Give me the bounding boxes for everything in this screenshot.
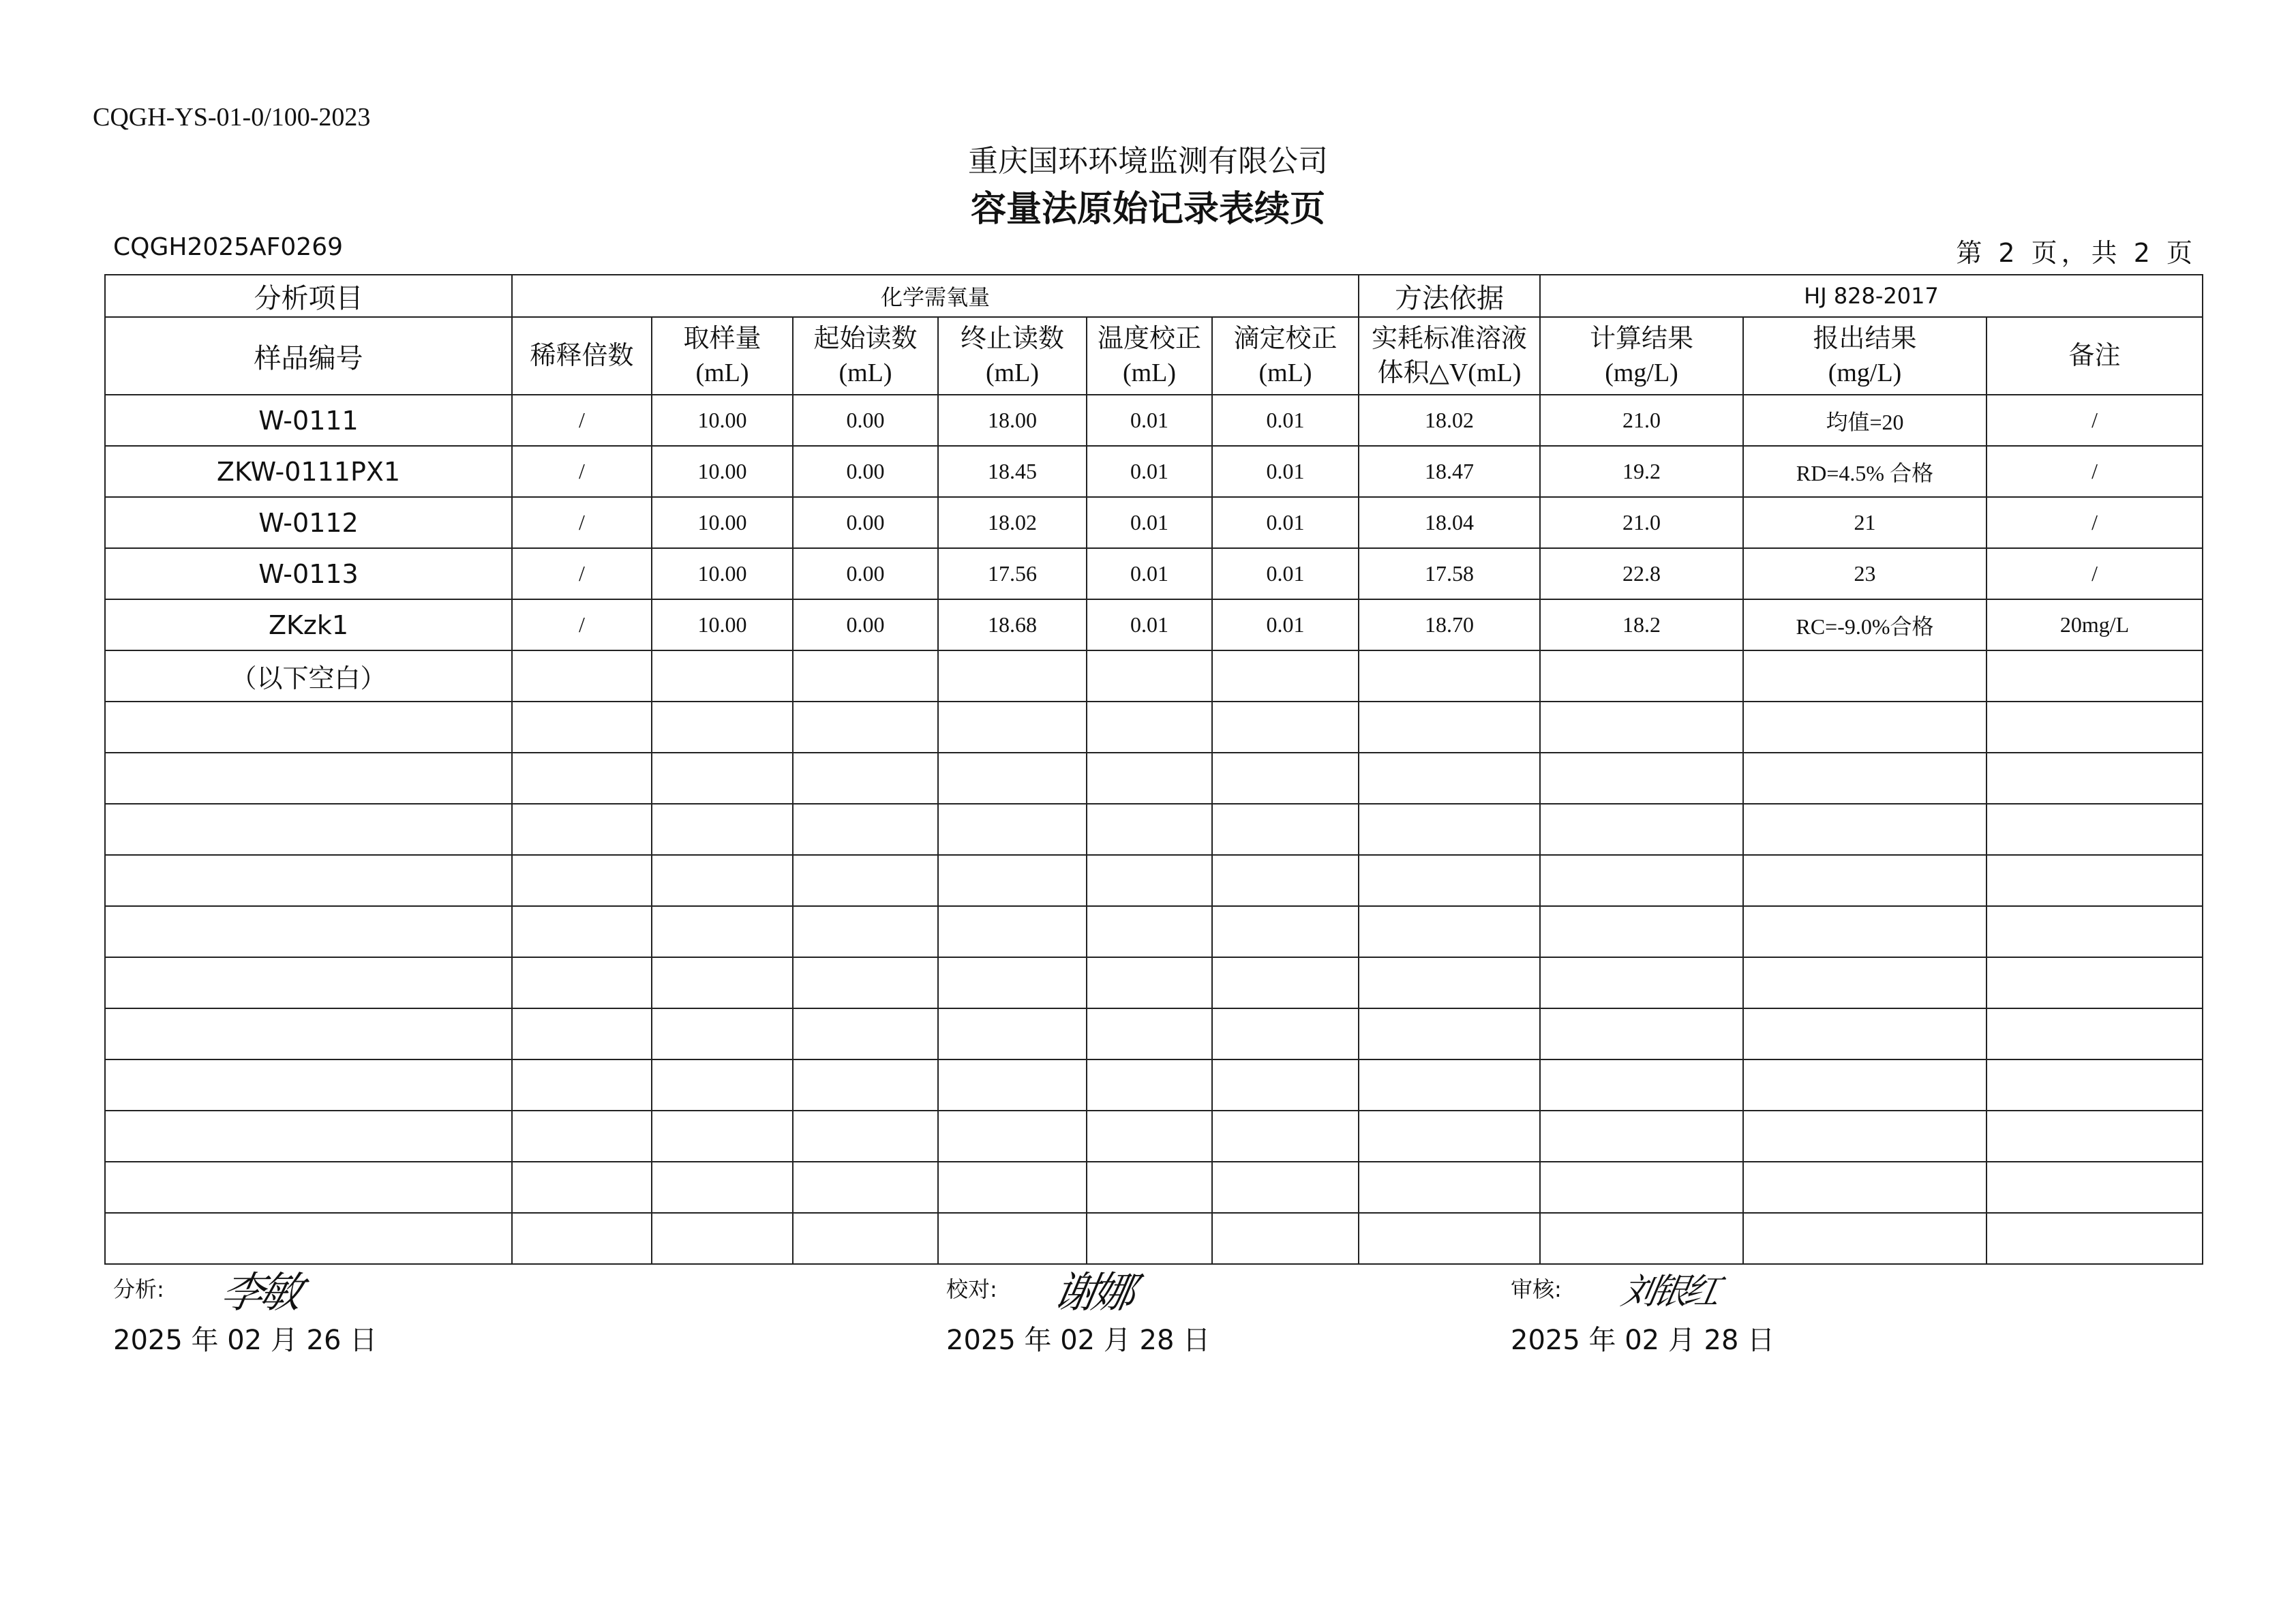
cell-calculated-result: 21.0 <box>1540 395 1743 446</box>
cell-sample-volume: 10.00 <box>652 497 793 548</box>
cell-end-reading <box>938 1111 1087 1162</box>
cell-calculated-result <box>1540 1059 1743 1111</box>
blank-row <box>105 855 2203 906</box>
cell-consumed-volume <box>1359 1213 1540 1264</box>
col-header-temp-correction: 温度校正 (mL) <box>1087 317 1212 395</box>
blank-row <box>105 1059 2203 1111</box>
cell-dilution <box>512 1008 652 1059</box>
cell-consumed-volume: 18.47 <box>1359 446 1540 497</box>
table-row <box>105 548 2203 599</box>
cell-sample-id <box>105 1059 512 1111</box>
cell-sample-id <box>105 855 512 906</box>
record-table <box>104 274 2203 1265</box>
cell-sample-id <box>105 906 512 957</box>
cell-reported-result: 21 <box>1743 497 1987 548</box>
blank-row <box>105 1111 2203 1162</box>
cell-dilution <box>512 855 652 906</box>
analysis-item-value: 化学需氧量 <box>512 275 1359 317</box>
cell-calculated-result <box>1540 753 1743 804</box>
col-header-calculated-result: 计算结果 (mg/L) <box>1540 317 1743 395</box>
cell-sample-volume <box>652 702 793 753</box>
cell-start-reading <box>793 855 938 906</box>
cell-dilution: / <box>512 497 652 548</box>
cell-calculated-result <box>1540 804 1743 855</box>
cell-end-reading <box>938 702 1087 753</box>
cell-sample-id <box>105 804 512 855</box>
cell-start-reading <box>793 804 938 855</box>
cell-calculated-result <box>1540 957 1743 1008</box>
cell-end-reading <box>938 804 1087 855</box>
cell-remarks: / <box>1987 395 2203 446</box>
cell-temp-correction <box>1087 1059 1212 1111</box>
cell-reported-result <box>1743 753 1987 804</box>
blank-row <box>105 1008 2203 1059</box>
cell-sample-volume: 10.00 <box>652 599 793 650</box>
cell-temp-correction <box>1087 1162 1212 1213</box>
col-header-start-reading: 起始读数 (mL) <box>793 317 938 395</box>
col-header-reported-result: 报出结果 (mg/L) <box>1743 317 1987 395</box>
cell-calculated-result: 19.2 <box>1540 446 1743 497</box>
cell-end-reading <box>938 1162 1087 1213</box>
checker-signature: 谢娜 <box>1050 1267 1136 1317</box>
cell-start-reading: 0.00 <box>793 497 938 548</box>
cell-temp-correction <box>1087 906 1212 957</box>
cell-sample-volume <box>652 957 793 1008</box>
cell-reported-result <box>1743 1059 1987 1111</box>
cell-consumed-volume <box>1359 1162 1540 1213</box>
cell-sample-id <box>105 1111 512 1162</box>
col-header-remarks: 备注 <box>1987 317 2203 395</box>
cell-titration-correction <box>1212 804 1359 855</box>
col-header-end-reading: 终止读数 (mL) <box>938 317 1087 395</box>
cell-sample-volume <box>652 906 793 957</box>
cell-remarks <box>1987 1213 2203 1264</box>
cell-titration-correction <box>1212 650 1359 702</box>
cell-temp-correction: 0.01 <box>1087 395 1212 446</box>
cell-end-reading: 17.56 <box>938 548 1087 599</box>
cell-start-reading <box>793 1162 938 1213</box>
cell-remarks <box>1987 1059 2203 1111</box>
method-label: 方法依据 <box>1359 275 1540 317</box>
page-title: 容量法原始记录表续页 <box>970 189 1325 230</box>
checker-label: 校对: <box>946 1276 997 1302</box>
blank-row <box>105 650 2203 702</box>
cell-titration-correction <box>1212 855 1359 906</box>
cell-start-reading <box>793 1213 938 1264</box>
cell-end-reading <box>938 1008 1087 1059</box>
column-header-row <box>105 317 2203 395</box>
cell-calculated-result: 18.2 <box>1540 599 1743 650</box>
cell-remarks <box>1987 702 2203 753</box>
cell-reported-result: RD=4.5% 合格 <box>1743 446 1987 497</box>
cell-consumed-volume <box>1359 855 1540 906</box>
cell-dilution: / <box>512 446 652 497</box>
cell-start-reading: 0.00 <box>793 599 938 650</box>
cell-reported-result <box>1743 1162 1987 1213</box>
record-number: CQGH2025AF0269 <box>113 233 344 261</box>
cell-start-reading <box>793 1059 938 1111</box>
col-header-consumed-volume: 实耗标准溶液 体积△V(mL) <box>1359 317 1540 395</box>
cell-reported-result <box>1743 855 1987 906</box>
cell-sample-volume <box>652 1162 793 1213</box>
cell-end-reading <box>938 1059 1087 1111</box>
cell-end-reading <box>938 957 1087 1008</box>
cell-reported-result <box>1743 1213 1987 1264</box>
cell-end-reading <box>938 906 1087 957</box>
cell-temp-correction: 0.01 <box>1087 446 1212 497</box>
cell-calculated-result <box>1540 1162 1743 1213</box>
document-code: CQGH-YS-01-0/100-2023 <box>93 103 371 132</box>
cell-titration-correction <box>1212 1059 1359 1111</box>
cell-temp-correction: 0.01 <box>1087 548 1212 599</box>
cell-temp-correction: 0.01 <box>1087 497 1212 548</box>
analysis-item-label: 分析项目 <box>105 275 512 317</box>
cell-calculated-result: 22.8 <box>1540 548 1743 599</box>
cell-remarks <box>1987 855 2203 906</box>
cell-end-reading: 18.02 <box>938 497 1087 548</box>
cell-remarks <box>1987 804 2203 855</box>
cell-titration-correction <box>1212 1111 1359 1162</box>
reviewer-date: 2025 年 02 月 28 日 <box>1511 1325 1775 1356</box>
blank-row <box>105 804 2203 855</box>
cell-sample-id <box>105 1213 512 1264</box>
cell-sample-id: ZKW-0111PX1 <box>105 446 512 497</box>
cell-start-reading <box>793 1008 938 1059</box>
method-value: HJ 828-2017 <box>1540 275 2203 317</box>
cell-titration-correction <box>1212 1008 1359 1059</box>
cell-remarks <box>1987 906 2203 957</box>
cell-reported-result <box>1743 804 1987 855</box>
cell-reported-result <box>1743 957 1987 1008</box>
table-row <box>105 599 2203 650</box>
cell-dilution <box>512 1213 652 1264</box>
cell-consumed-volume: 18.04 <box>1359 497 1540 548</box>
cell-dilution <box>512 1059 652 1111</box>
cell-sample-volume: 10.00 <box>652 395 793 446</box>
cell-reported-result: 23 <box>1743 548 1987 599</box>
blank-marker: （以下空白） <box>105 650 512 702</box>
reviewer-signature: 刘银红 <box>1618 1272 1720 1312</box>
cell-start-reading <box>793 1111 938 1162</box>
cell-remarks: / <box>1987 446 2203 497</box>
cell-dilution: / <box>512 599 652 650</box>
cell-sample-id <box>105 1162 512 1213</box>
cell-dilution <box>512 906 652 957</box>
cell-remarks: 20mg/L <box>1987 599 2203 650</box>
cell-calculated-result <box>1540 1008 1743 1059</box>
cell-titration-correction <box>1212 957 1359 1008</box>
cell-dilution: / <box>512 395 652 446</box>
cell-calculated-result <box>1540 702 1743 753</box>
cell-start-reading <box>793 650 938 702</box>
blank-row <box>105 906 2203 957</box>
cell-dilution <box>512 804 652 855</box>
cell-consumed-volume <box>1359 650 1540 702</box>
col-header-sample-volume: 取样量 (mL) <box>652 317 793 395</box>
cell-titration-correction <box>1212 753 1359 804</box>
cell-end-reading: 18.00 <box>938 395 1087 446</box>
cell-sample-volume <box>652 855 793 906</box>
cell-remarks <box>1987 957 2203 1008</box>
cell-start-reading <box>793 702 938 753</box>
cell-dilution <box>512 753 652 804</box>
cell-temp-correction <box>1087 753 1212 804</box>
cell-end-reading <box>938 650 1087 702</box>
col-header-titration-correction: 滴定校正 (mL) <box>1212 317 1359 395</box>
cell-sample-volume <box>652 1008 793 1059</box>
cell-titration-correction: 0.01 <box>1212 548 1359 599</box>
cell-calculated-result <box>1540 855 1743 906</box>
cell-consumed-volume: 17.58 <box>1359 548 1540 599</box>
cell-temp-correction <box>1087 957 1212 1008</box>
cell-start-reading: 0.00 <box>793 446 938 497</box>
blank-row <box>105 1213 2203 1264</box>
cell-temp-correction <box>1087 1008 1212 1059</box>
cell-consumed-volume <box>1359 906 1540 957</box>
cell-end-reading: 18.45 <box>938 446 1087 497</box>
cell-sample-id <box>105 702 512 753</box>
checker-date: 2025 年 02 月 28 日 <box>946 1325 1211 1356</box>
cell-temp-correction <box>1087 702 1212 753</box>
cell-sample-volume <box>652 650 793 702</box>
blank-row <box>105 702 2203 753</box>
analyst-date: 2025 年 02 月 26 日 <box>113 1325 378 1356</box>
cell-sample-id <box>105 957 512 1008</box>
cell-titration-correction: 0.01 <box>1212 497 1359 548</box>
cell-dilution <box>512 957 652 1008</box>
cell-sample-id <box>105 753 512 804</box>
cell-reported-result: RC=-9.0%合格 <box>1743 599 1987 650</box>
cell-end-reading <box>938 753 1087 804</box>
cell-consumed-volume <box>1359 702 1540 753</box>
cell-calculated-result <box>1540 906 1743 957</box>
cell-consumed-volume: 18.70 <box>1359 599 1540 650</box>
cell-titration-correction: 0.01 <box>1212 395 1359 446</box>
cell-start-reading <box>793 906 938 957</box>
blank-row <box>105 1162 2203 1213</box>
cell-consumed-volume <box>1359 1008 1540 1059</box>
cell-end-reading: 18.68 <box>938 599 1087 650</box>
analysis-header-row <box>105 275 2203 317</box>
blank-row <box>105 957 2203 1008</box>
cell-temp-correction: 0.01 <box>1087 599 1212 650</box>
cell-sample-volume: 10.00 <box>652 548 793 599</box>
cell-calculated-result: 21.0 <box>1540 497 1743 548</box>
cell-reported-result <box>1743 906 1987 957</box>
cell-sample-volume: 10.00 <box>652 446 793 497</box>
cell-consumed-volume <box>1359 804 1540 855</box>
col-header-dilution: 稀释倍数 <box>512 317 652 395</box>
cell-sample-volume <box>652 753 793 804</box>
col-header-sample-id: 样品编号 <box>105 317 512 395</box>
cell-start-reading <box>793 957 938 1008</box>
cell-dilution <box>512 650 652 702</box>
cell-sample-volume <box>652 1059 793 1111</box>
cell-end-reading <box>938 1213 1087 1264</box>
cell-reported-result <box>1743 1111 1987 1162</box>
cell-dilution: / <box>512 548 652 599</box>
cell-remarks <box>1987 1008 2203 1059</box>
cell-remarks <box>1987 650 2203 702</box>
company-name: 重庆国环环境监测有限公司 <box>968 144 1328 179</box>
cell-calculated-result <box>1540 1213 1743 1264</box>
cell-reported-result <box>1743 650 1987 702</box>
cell-sample-id: ZKzk1 <box>105 599 512 650</box>
cell-temp-correction <box>1087 650 1212 702</box>
cell-dilution <box>512 702 652 753</box>
cell-remarks <box>1987 753 2203 804</box>
cell-titration-correction: 0.01 <box>1212 446 1359 497</box>
cell-dilution <box>512 1162 652 1213</box>
reviewer-label: 审核: <box>1511 1276 1562 1302</box>
cell-calculated-result <box>1540 650 1743 702</box>
analyst-signature: 李敏 <box>217 1267 303 1317</box>
cell-reported-result <box>1743 702 1987 753</box>
cell-consumed-volume <box>1359 1111 1540 1162</box>
cell-sample-id: W-0113 <box>105 548 512 599</box>
cell-sample-id: W-0111 <box>105 395 512 446</box>
cell-titration-correction: 0.01 <box>1212 599 1359 650</box>
cell-consumed-volume <box>1359 753 1540 804</box>
cell-titration-correction <box>1212 906 1359 957</box>
cell-remarks: / <box>1987 497 2203 548</box>
cell-consumed-volume: 18.02 <box>1359 395 1540 446</box>
cell-start-reading: 0.00 <box>793 395 938 446</box>
cell-temp-correction <box>1087 1213 1212 1264</box>
cell-remarks: / <box>1987 548 2203 599</box>
cell-end-reading <box>938 855 1087 906</box>
blank-row <box>105 753 2203 804</box>
cell-sample-id <box>105 1008 512 1059</box>
table-row <box>105 497 2203 548</box>
cell-titration-correction <box>1212 1162 1359 1213</box>
cell-start-reading: 0.00 <box>793 548 938 599</box>
cell-titration-correction <box>1212 1213 1359 1264</box>
cell-remarks <box>1987 1111 2203 1162</box>
cell-remarks <box>1987 1162 2203 1213</box>
analyst-label: 分析: <box>113 1276 164 1302</box>
cell-consumed-volume <box>1359 1059 1540 1111</box>
cell-sample-volume <box>652 1111 793 1162</box>
cell-titration-correction <box>1212 702 1359 753</box>
table-row <box>105 395 2203 446</box>
cell-calculated-result <box>1540 1111 1743 1162</box>
cell-sample-volume <box>652 1213 793 1264</box>
cell-temp-correction <box>1087 855 1212 906</box>
cell-consumed-volume <box>1359 957 1540 1008</box>
cell-sample-id: W-0112 <box>105 497 512 548</box>
table-row <box>105 446 2203 497</box>
page-indicator: 第 2 页，共 2 页 <box>1956 238 2196 268</box>
cell-reported-result: 均值=20 <box>1743 395 1987 446</box>
cell-temp-correction <box>1087 1111 1212 1162</box>
cell-temp-correction <box>1087 804 1212 855</box>
cell-reported-result <box>1743 1008 1987 1059</box>
cell-start-reading <box>793 753 938 804</box>
cell-sample-volume <box>652 804 793 855</box>
cell-dilution <box>512 1111 652 1162</box>
